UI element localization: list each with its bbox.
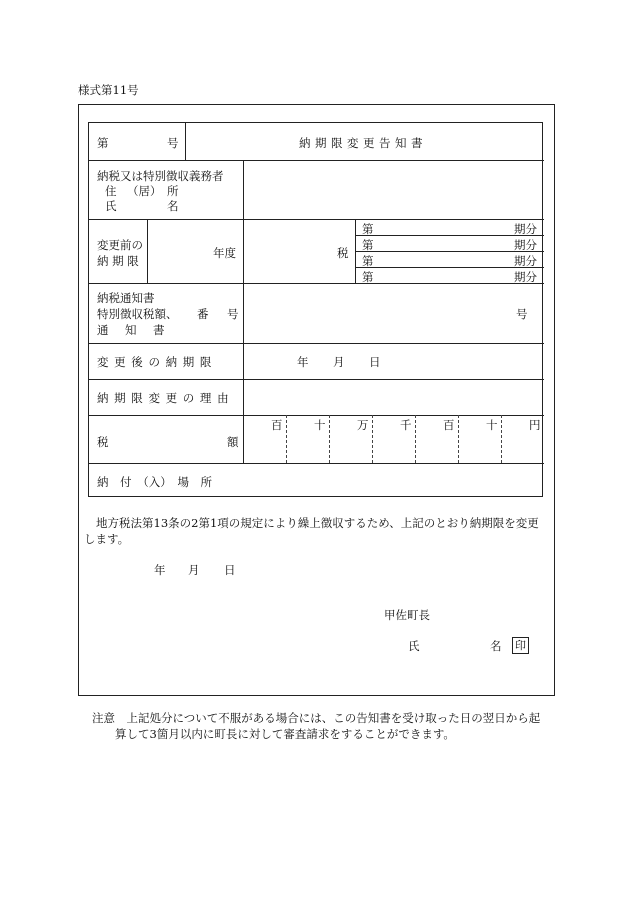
signature-mei: 名 [490,639,502,653]
unit-label: 円 [529,418,541,432]
period-kibun: 期分 [514,238,537,252]
amount-label-b: 額 [227,435,239,449]
period-kibun: 期分 [514,222,537,236]
notice-label-3a: 通 [97,323,109,337]
note-line-1: 注意 上記処分について不服がある場合には、この告知書を受け取った日の翌日から起 [92,711,541,725]
notice-label-3b: 知 [125,323,137,337]
name-label-b: 名 [167,199,179,213]
note-line-2: 算して3箇月以内に町長に対して審査請求をすることができます。 [115,727,455,741]
period-dai: 第 [362,222,374,236]
address-label-b: （居） [127,184,162,198]
zei-label: 税 [337,246,349,260]
address-label-a: 住 [105,184,117,198]
unit-label: 十 [486,418,498,432]
body-text-line-1: 地方税法第13条の2第1項の規定により繰上徴収するため、上記のとおり納期限を変更 [96,516,539,530]
new-deadline-month: 月 [333,355,345,369]
reason-label: 納 期 限 変 更 の 理 由 [97,391,230,405]
date-day: 日 [224,563,236,577]
new-deadline-year: 年 [297,355,309,369]
new-deadline-day: 日 [369,355,381,369]
nendo-label: 年度 [213,246,236,260]
period-dai: 第 [362,238,374,252]
period-dai: 第 [362,254,374,268]
unit-label: 千 [400,418,412,432]
unit-label: 百 [271,418,283,432]
form-table [88,122,543,497]
date-year: 年 [154,563,166,577]
seal-mark: 印 [512,637,529,654]
unit-label: 十 [314,418,326,432]
date-month: 月 [188,563,200,577]
notice-label-3c: 書 [153,323,165,337]
dai-label: 第 [97,136,109,150]
notice-number-go: 号 [516,307,528,321]
go-label: 号 [167,136,179,150]
new-deadline-label: 変 更 後 の 納 期 限 [97,355,213,369]
period-kibun: 期分 [514,254,537,268]
payer-label: 納税又は特別徴収義務者 [97,169,224,183]
name-label-a: 氏 [105,199,117,213]
payment-place-label: 納 付 （入） 場 所 [97,475,212,489]
notice-label-1: 納税通知書 [97,291,155,305]
prev-deadline-label-1: 変更前の [97,238,143,252]
notice-label-2: 特別徴収税額、 [97,307,178,321]
period-kibun: 期分 [514,270,537,284]
unit-label: 万 [357,418,369,432]
period-dai: 第 [362,270,374,284]
prev-deadline-label-2: 納 期 限 [97,254,139,268]
address-label-c: 所 [167,184,179,198]
body-text-line-2: します。 [84,532,130,546]
mayor-title: 甲佐町長 [384,608,430,622]
form-number: 様式第11号 [78,83,139,97]
unit-label: 百 [443,418,455,432]
amount-label-a: 税 [97,435,109,449]
signature-shi: 氏 [408,639,420,653]
form-title: 納期限変更告知書 [299,136,427,150]
notice-label-ban: 番 [197,307,209,321]
notice-label-go: 号 [227,307,239,321]
